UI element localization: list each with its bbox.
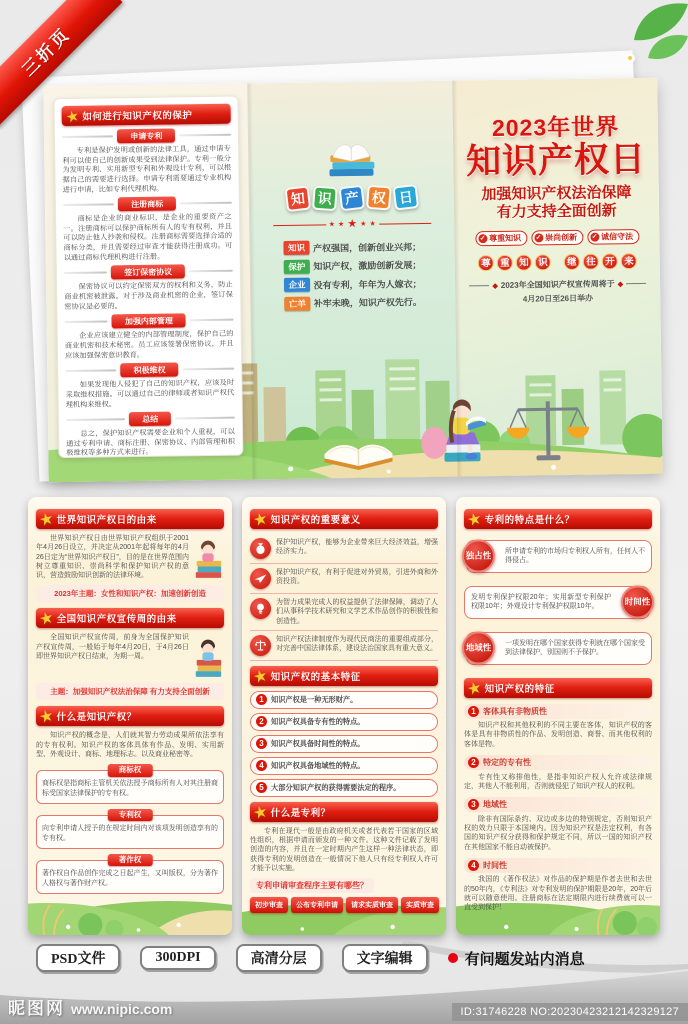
definition-text: 知识产权的概念是，人们就其智力劳动成果所依法享有的专有权利。知识产权的客体具体有作品、发明、实用新型、外观设计、商标、地理标志。以及商业秘密等。: [36, 732, 224, 759]
feature-text: 知识产权是一种无形财产。: [271, 694, 358, 704]
number-badge: 5: [256, 782, 267, 793]
check-icon: ✓: [479, 235, 486, 243]
ip-feature-text: 除非有国际条约、双边或多边的特别规定，否则知识产权的效力只限于本国境内。因为知识产权是法定权利，有各国的知识产权分获得和保护规定不同，所以一国的知识产权在其他国家不能自动被保护。: [464, 815, 652, 851]
number-badge: 1: [256, 694, 267, 705]
theme-highlight: 主题：加强知识产权法治保障 有力支持全面创新: [36, 683, 224, 700]
panel-header-title: 什么是知识产权？: [56, 712, 137, 724]
panel-protection-guide: [43, 83, 253, 482]
section-text: 保密协议可以约定保密双方的权利和义务，防止商业机密被泄露。对于涉及商业机密的企业，签订保密协议是必要的。: [64, 280, 233, 311]
trifold-ribbon: 三折页: [0, 0, 122, 128]
feature-badge: 独占性: [462, 540, 495, 573]
protection-card: [53, 96, 243, 459]
panel-header-title: 世界知识产权日的由来: [56, 515, 157, 526]
star-icon: ★: [252, 666, 269, 686]
section-pill-row: [64, 313, 233, 329]
file-badge: PSD文件: [36, 944, 120, 972]
star-icon: ★: [252, 509, 269, 529]
girl-on-books-illustration: [192, 536, 224, 582]
logo-tile: 产: [339, 185, 366, 212]
number-badge: 1: [468, 706, 479, 717]
circle-word: 识: [535, 254, 551, 270]
feature-text: 知识产权具备地域性的特点。: [271, 760, 365, 770]
section-text: 总之，保护知识产权需要企业和个人重视，可以通过专利申请、商标注册、保密协议、内部管理和积极维权等多种方式来进行。: [66, 426, 235, 458]
feature-item: [250, 713, 438, 731]
cover-year: 2023年世界: [491, 113, 620, 142]
girl-on-books-illustration: [192, 635, 224, 681]
check-icon: ✓: [591, 233, 598, 241]
file-badge: 高清分层: [236, 944, 322, 972]
ip-feature-text: 我国的《著作权法》对作品的保护期是作者去世和去世的50年内，《专利法》对专利发明的保护期限是20年，20年后就可以随意使用。注册商标在法定期限内进行续费就可以一直受到保护！: [464, 876, 652, 912]
panel-header: [36, 706, 224, 726]
right-type-box: [36, 855, 224, 894]
circle-word-row: [455, 253, 660, 272]
slogan-tag: 知识: [284, 241, 309, 255]
panel-header-title: 如何进行知识产权的保护: [82, 110, 193, 123]
check-pill: ✓ 崇尚创新: [531, 230, 583, 246]
red-dot-icon: [448, 953, 458, 963]
watermark: [8, 994, 172, 1019]
slogan-text: 知识产权，激励创新发展；: [313, 260, 422, 272]
cover-subtitle-1: 加强知识产权法治保障: [481, 184, 632, 203]
ip-day-logo: [286, 185, 418, 211]
origin-text: 世界知识产权日由世界知识产权组织于2001年4月26日设立，并决定从2001年起将每年的4月26日定为“世界知识产权日”，目的是在世界范围内树立尊重知识、崇尚科学和保护知识产权的意识，营造鼓励知识创新的法律环境。: [36, 535, 189, 580]
feature-text: 一项发明在哪个国家获得专利就在哪个国家受到法律保护，别国则不予保护。: [505, 639, 645, 657]
panel-header-title: 知识产权的特征: [484, 683, 555, 695]
cover-title: 知识产权日: [465, 139, 647, 182]
right-type-box: [36, 765, 224, 804]
books-icon: [319, 134, 384, 179]
section-text: 如果发现他人侵犯了自己的知识产权，应该及时采取维权措施。可以通过自己的律师或者知识产权代理机构来维权。: [65, 377, 235, 409]
file-badges-row: [36, 944, 585, 972]
star-icon: ★: [466, 509, 483, 529]
panel-significance: [242, 497, 446, 935]
section-pill: 签订保密协议: [111, 265, 185, 280]
panel-header-title: 什么是专利？: [270, 807, 331, 819]
star-icon: ★: [64, 107, 81, 125]
section-pill-row: [62, 128, 231, 144]
file-badge: 文字编辑: [342, 944, 428, 972]
panel-header: [36, 509, 224, 529]
ip-feature-text: 专有性又称排他性，是指非知识产权人允许或法律规定，其他人不能利用，否则就侵犯了知识产权人的权利。: [464, 773, 652, 790]
panel-header-title: 知识产权的重要意义: [270, 515, 361, 526]
section-pill: 加强内部管理: [112, 314, 186, 329]
feature-text: 发明专利保护权限20年；实用新型专利保护权限10年；外观设计专利保护权限10年。: [471, 593, 611, 611]
review-step-button: 公布专利申请: [291, 897, 343, 913]
check-pill: ✓ 诚信守法: [587, 229, 639, 245]
significance-item: [250, 534, 438, 564]
patent-feature-box: [464, 586, 650, 619]
significance-item: [250, 631, 438, 661]
patent-feature-box: [466, 540, 652, 573]
section-text: 专利是保护发明或创新的法律工具，通过申请专利可以使自己的创新成果受到法律保护。专利一般分为发明专利、实用新型专利和外观设计专利，可以根据自己的需要进行选择。申请专利需要通过专业机构进行申请，比如专利代理机构。: [62, 143, 232, 194]
slogan-list: [284, 239, 422, 310]
slogan-item: [284, 276, 421, 292]
slogan-item: [284, 258, 421, 274]
slogan-item: [284, 239, 421, 255]
feature-text: 知识产权具备时间性的特点。: [271, 738, 365, 748]
number-badge: 3: [468, 799, 479, 810]
review-step-button: 初步审查: [250, 897, 288, 913]
section-text: 商标是企业的商业标识，是企业的重要资产之一。注册商标可以保护商标所有人的专有权利，并且可以防止他人抄袭和侵权。注册商标需要选择合适的商标分类，并且需要经过审查才能获得注册成功。可以通过商标代理机构进行注册。: [63, 211, 233, 262]
right-type-pill: 商标权: [108, 764, 153, 776]
panel-patent-features: [456, 497, 660, 935]
number-badge: 2: [468, 757, 479, 768]
logo-tile: 日: [393, 184, 420, 211]
right-type-pill: 著作权: [108, 854, 153, 866]
section-pill: 积极维权: [120, 363, 178, 378]
check-icon: ✓: [535, 234, 542, 242]
corner-ribbon-wrap: [0, 0, 130, 130]
feature-badge: 地域性: [462, 632, 495, 665]
check-pill: ✓ 尊重知识: [475, 231, 527, 247]
number-badge: 4: [256, 760, 267, 771]
contact-note: 有问题发站内消息: [448, 948, 585, 969]
significance-text: 保护知识产权，能够为企业带来巨大经济效益，增强经济实力。: [276, 539, 438, 556]
logo-tile: 识: [312, 186, 338, 212]
diamond-icon: ◆: [617, 280, 624, 288]
star-icon: ★: [38, 707, 55, 726]
cover-pill-row: [455, 229, 660, 247]
theme-highlight: 2023年主题：女性和知识产权：加速创新创造: [36, 585, 224, 602]
slogan-text: 没有专利，年年为人嫁衣；: [313, 278, 422, 291]
right-type-text: 著作权自作品创作完成之日起产生，又叫版权，分为著作人格权与著作财产权。: [42, 870, 218, 887]
ip-feature-title: 4 时间性: [464, 858, 652, 873]
circle-word: 往: [583, 254, 599, 270]
patent-question: 专利申请审查程序主要有哪些？: [250, 878, 374, 893]
panel-header-title: 专利的特点是什么？: [484, 515, 575, 526]
significance-text: 保护知识产权，有利于促进对外贸易，引进外商和外资投资。: [276, 569, 438, 586]
logo-tile: 知: [285, 185, 312, 212]
section-pill: 注册商标: [118, 197, 176, 212]
cover-content: [453, 78, 661, 306]
scales-icon: [250, 635, 271, 656]
review-steps-row: [250, 897, 438, 913]
ip-feature-title: 3 地域性: [464, 797, 652, 812]
significance-text: 知识产权法律制度作为现代民商法的重要组成部分，对完善中国法律体系，建设法治国家具有重大意义。: [276, 635, 438, 653]
feature-item: [250, 735, 438, 753]
section-pill: 总结: [129, 412, 171, 427]
circle-word: 重: [497, 255, 513, 271]
number-badge: 2: [256, 716, 267, 727]
image-id-badge: ID:31746228 NO:20230423212142329127: [452, 1003, 688, 1021]
panel-header: [250, 666, 438, 686]
slogan-text: 补牢未晚，知识产权先行。: [313, 297, 422, 309]
circle-word: 来: [621, 253, 637, 269]
panel-header-title: 知识产权的基本特征: [270, 671, 361, 683]
ip-feature-title: 2 特定的专有性: [464, 755, 652, 770]
panel-header: [36, 608, 224, 628]
right-type-text: 向专利申请人授予的在规定时间内对该项发明创造享有的专有权。: [42, 825, 218, 842]
feature-item: [250, 757, 438, 775]
star-icon: ★: [252, 802, 269, 822]
right-type-text: 商标权是指商标主管机关依法授予商标所有人对其注册商标受国家法律保护的专有权。: [42, 780, 218, 797]
section-pill-row: [63, 196, 232, 212]
slogan-tag: 亡羊: [285, 296, 310, 310]
site-logo: 昵图网: [8, 999, 65, 1018]
ip-feature-title: 1 客体具有非物质性: [464, 704, 652, 719]
section-text: 企业应该建立健全的内部管理制度，保护自己的商业机密和技术秘密。员工应该签署保密协议，并且应该加强保密意识教育。: [64, 329, 234, 360]
star-divider: ★ ★ ★ ★ ★: [273, 218, 431, 231]
slogan-tag: 企业: [284, 278, 309, 292]
file-badge: 300DPI: [140, 946, 215, 970]
section-pill-row: [64, 264, 233, 280]
significance-item: [250, 594, 438, 631]
section-pill-row: [65, 362, 234, 378]
significance-text: 为智力成果完成人的权益提供了法律保障，调动了人们从事科学技术研究和文学艺术作品创作的积极性和创造性。: [276, 599, 438, 625]
review-step-button: 实质审查: [401, 897, 439, 913]
lightbulb-icon: [250, 598, 271, 619]
right-type-pill: 专利权: [108, 809, 153, 821]
slogan-content: [248, 81, 456, 311]
feature-text: 大部分知识产权的获得需要法定的程序。: [271, 782, 401, 792]
logo-tile: 权: [366, 185, 392, 211]
trifold-inner-sheet: [28, 497, 660, 935]
patent-feature-box: [466, 632, 652, 665]
site-url: www.nipic.com: [71, 1001, 173, 1017]
cover-note-line: ◆ 2023年全国知识产权宣传周将于 ◆: [455, 278, 660, 292]
ip-feature-text: 知识产权和其他权利的不同主要在客体，知识产权的客体是具有非物质性的作品、发明创造、商誉、而其他权利的客体是物。: [464, 722, 652, 748]
panel-header-title: 全国知识产权宣传周的由来: [56, 614, 177, 626]
panel-header: [250, 802, 438, 822]
circle-word: 开: [602, 253, 618, 269]
feature-text: 所申请专利的市场归专利权人所有，任何人不得侵占。: [505, 548, 645, 565]
slogan-text: 产权强国，创新创业兴邦；: [312, 241, 422, 254]
number-badge: 4: [468, 860, 479, 871]
section-pill-row: [66, 411, 235, 427]
cover-subtitle-2: 有力支持全面创新: [496, 203, 617, 222]
money-bag-icon: [250, 538, 271, 559]
feature-badge: 时间性: [621, 586, 654, 619]
trifold-outer-sheet: [43, 78, 662, 483]
patent-definition-text: 专利在现代一般是由政府机关或者代表若干国家的区域性组织，根据申请而颁发的一种文件。这种文件记载了发明创造的内容，并且在一定时期内产生这样一种法律状态，即获得专利的发明创造在一般情况下他人只有经专利权人许可才能予以实施。: [250, 827, 438, 873]
panel-header: [250, 509, 438, 529]
slogan-item: [285, 295, 422, 311]
review-step-button: 请求实质审查: [346, 897, 398, 913]
panel-origin: [28, 497, 232, 935]
diamond-icon: ◆: [492, 282, 498, 290]
slogan-tag: 保护: [284, 259, 309, 273]
city-skyline: [195, 356, 626, 450]
star-icon: ★: [38, 609, 55, 628]
feature-item: [250, 691, 438, 709]
circle-word: 继: [564, 254, 580, 270]
circle-word: 知: [516, 255, 532, 271]
panel-header: [464, 509, 652, 529]
leaf-decoration: [602, 0, 688, 79]
plane-icon: [250, 568, 271, 589]
circle-word: 尊: [478, 255, 494, 271]
origin-text: 全国知识产权宣传周，前身为全国保护知识产权宣传周，一般始于每年4月20日，于4月26日即世界知识产权日结束，为期一周。: [36, 634, 189, 661]
cover-note-date: 4月20日至26日举办: [522, 293, 594, 304]
right-type-box: [36, 810, 224, 849]
section-pill: 申请专利: [117, 128, 175, 143]
star-icon: ★: [38, 509, 55, 529]
significance-item: [250, 564, 438, 594]
panel-header: [464, 678, 652, 698]
feature-text: 知识产权具备专有性的特点。: [271, 716, 365, 726]
feature-item: [250, 779, 438, 797]
star-icon: ★: [466, 678, 483, 697]
number-badge: 3: [256, 738, 267, 749]
